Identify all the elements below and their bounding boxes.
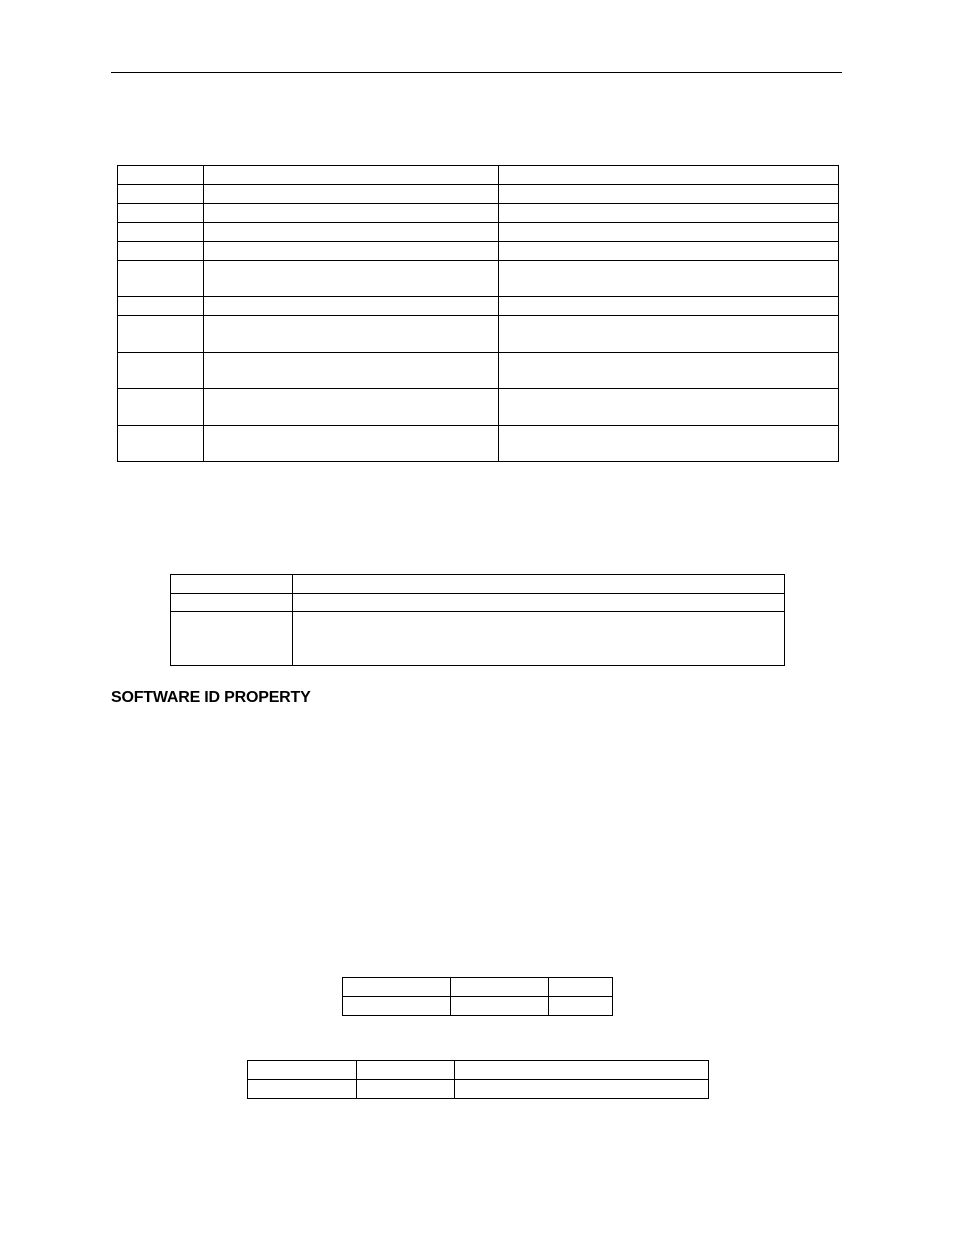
table-row: [171, 612, 785, 666]
table-row: [343, 997, 613, 1016]
table-row: [171, 575, 785, 594]
table-row: [248, 1080, 709, 1099]
section-heading: SOFTWARE ID PROPERTY: [111, 689, 311, 706]
header-rule: [111, 72, 842, 73]
table-row: [118, 297, 839, 316]
table-row: [118, 223, 839, 242]
table-row: [118, 261, 839, 297]
table-row: [171, 594, 785, 612]
table-row: [248, 1061, 709, 1080]
table-row: [118, 166, 839, 185]
table-row: [343, 978, 613, 997]
table-2: [170, 574, 785, 666]
table-row: [118, 204, 839, 223]
table-row: [118, 426, 839, 462]
table-1: [117, 165, 839, 462]
table-row: [118, 185, 839, 204]
table-4: [247, 1060, 709, 1099]
table-row: [118, 242, 839, 261]
table-row: [118, 353, 839, 389]
table-row: [118, 389, 839, 426]
table-row: [118, 316, 839, 353]
table-3: [342, 977, 613, 1016]
